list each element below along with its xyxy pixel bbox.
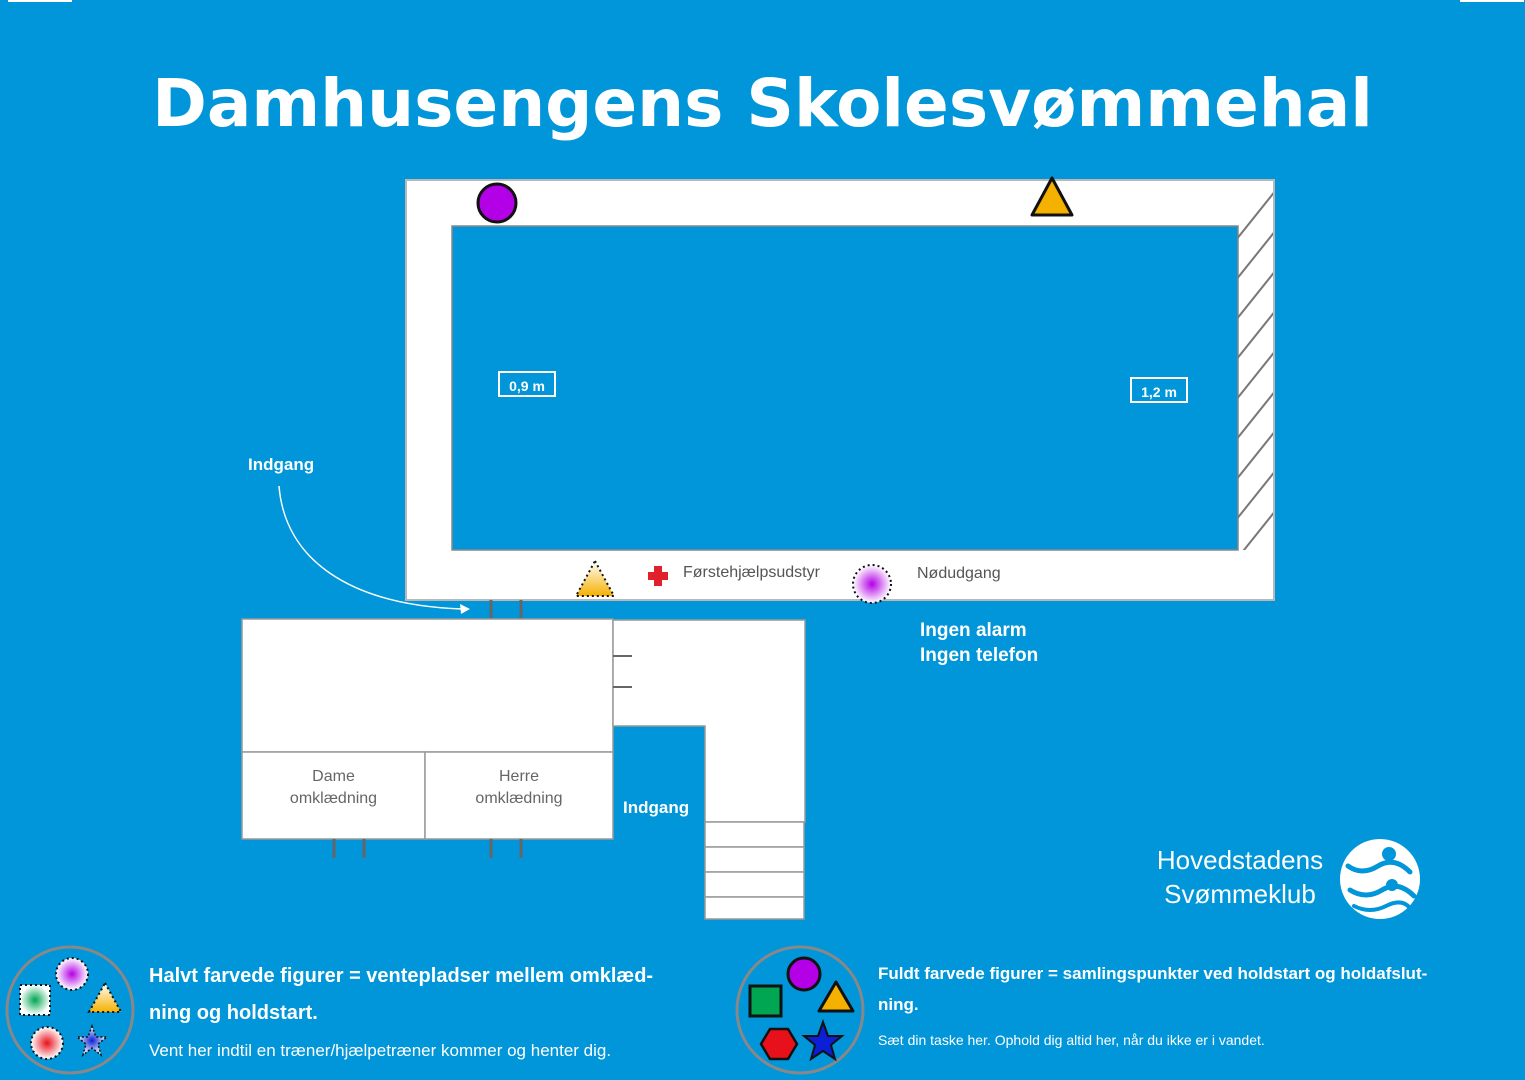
- men-changing-label: [425, 766, 613, 810]
- women-changing-line1: Dame: [312, 768, 355, 785]
- no-phone-text: Ingen telefon: [920, 645, 1039, 666]
- swimmer-waves-icon: [1340, 839, 1420, 919]
- safety-warning: [920, 618, 1038, 668]
- legend-fully-filled-heading: [878, 958, 1508, 1020]
- stairs: [705, 822, 804, 919]
- first-aid-label: Førstehjælpsudstyr: [683, 564, 820, 581]
- logo-line2: Svømmeklub: [1164, 879, 1316, 909]
- legend-fully-filled-sub: Sæt din taske her. Ophold dig altid her, når du ikke er i vandet.: [878, 1032, 1265, 1048]
- page-title: Damhusengens Skolesvømmehal: [152, 65, 1373, 142]
- women-changing-line2: omklædning: [289, 790, 378, 807]
- legend-fully-filled-heading-line1: Fuldt farvede figurer = samlingspunkter ved holdstart og holdafslut-: [878, 964, 1428, 983]
- emergency-exit-label: Nødudgang: [917, 565, 1001, 582]
- legend-half-filled-heading-line2: ning og holdstart.: [149, 1002, 318, 1024]
- legend-half-filled-heading-line1: Halvt farvede figurer = ventepladser mellem omklæd-: [149, 965, 654, 987]
- depth-marker-shallow: 0,9 m: [498, 371, 556, 397]
- entrance-label-top: Indgang: [248, 455, 315, 474]
- depth-marker-deep: 1,2 m: [1130, 377, 1188, 403]
- legend-fully-filled-shapes: [737, 947, 863, 1073]
- pool-water: [452, 226, 1238, 550]
- legend-half-filled-sub: Vent her indtil en træner/hjælpetræner kommer og henter dig.: [149, 1041, 612, 1060]
- entrance-label-bottom: Indgang: [623, 798, 690, 817]
- men-changing-line2: omklædning: [475, 790, 563, 807]
- legend-half-filled-heading: [149, 958, 729, 1032]
- club-logo-text: [1140, 843, 1340, 911]
- women-changing-label: [242, 766, 425, 810]
- legend-half-filled-shapes: [7, 947, 133, 1073]
- legend-fully-filled-heading-line2: ning.: [878, 995, 919, 1014]
- lobby-room: [242, 619, 613, 752]
- no-alarm-text: Ingen alarm: [920, 620, 1027, 641]
- corridor: [613, 620, 805, 822]
- purple-circle-waiting-spot: [853, 565, 891, 603]
- purple-circle-gathering-point: [478, 184, 516, 222]
- men-changing-line1: Herre: [498, 768, 539, 785]
- logo-line1: Hovedstadens: [1156, 845, 1324, 875]
